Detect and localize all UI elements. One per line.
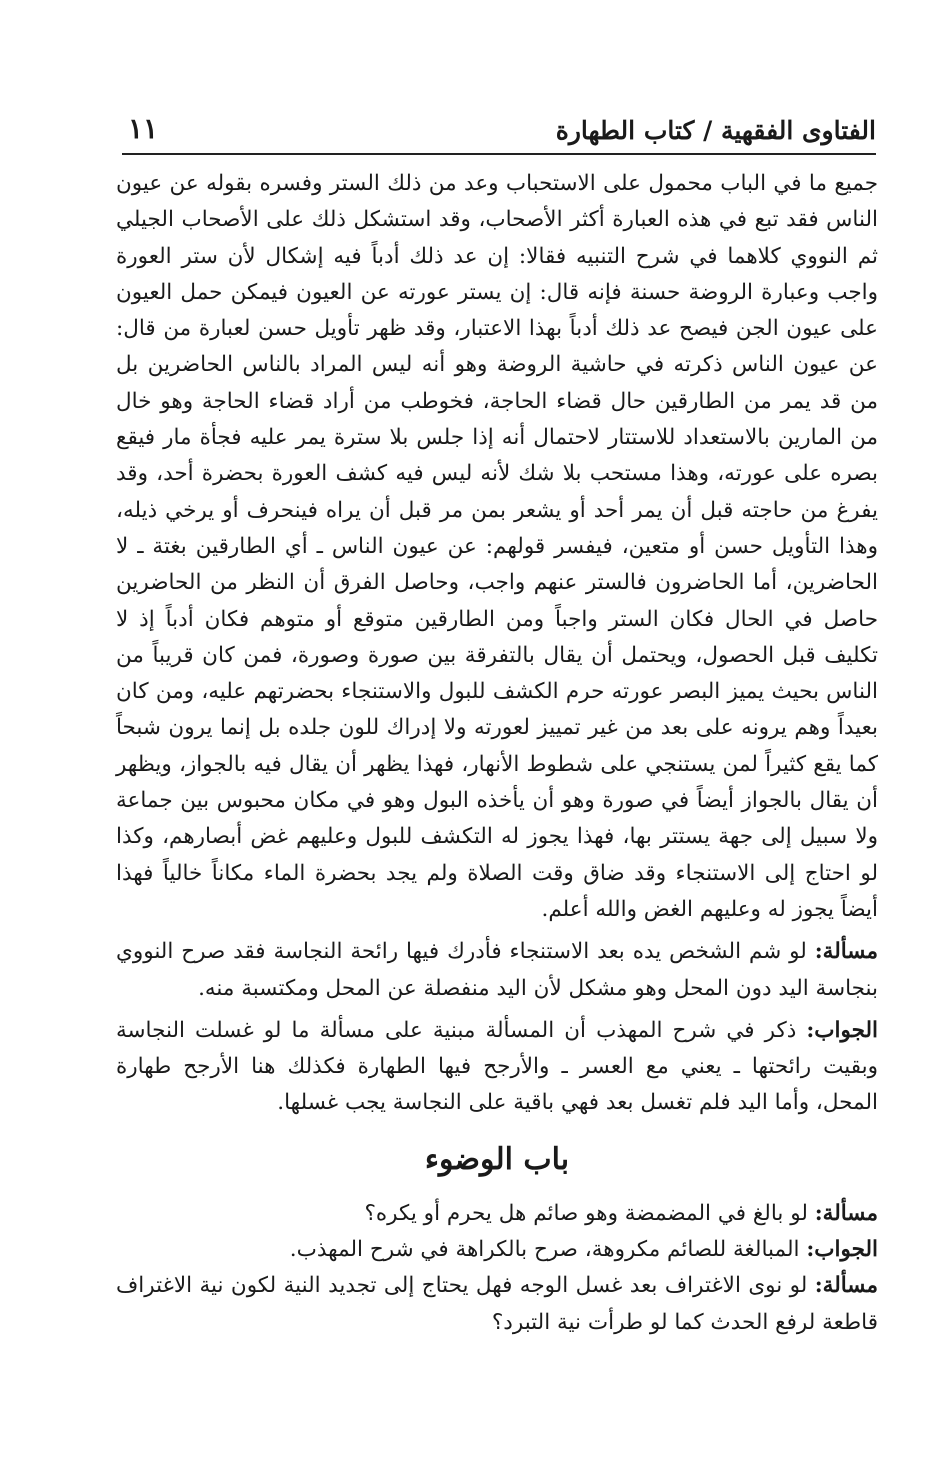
page-body [116,166,878,1341]
answer-1 [116,1013,878,1122]
question-1 [116,934,878,1007]
answer-text: ذكر في شرح المهذب أن المسألة مبنية على مسألة ما لو غسلت النجاسة وبقيت رائحتها ـ يعني مع العسر ـ والأرجح فيها الطهارة فكذلك هنا الأرجح طهارة المحل، وأما اليد فلم تغسل بعد فهي باقية على النجاسة يجب غسلها. [116,1017,878,1116]
section-title: باب الوضوء [424,1141,570,1177]
running-title: الفتاوى الفقهية / كتاب الطهارة [555,116,876,145]
question-2 [116,1196,878,1232]
question-text: لو بالغ في المضمضة وهو صائم هل يحرم أو يكره؟ [364,1200,808,1226]
question-3 [116,1268,878,1341]
question-label: مسألة: [814,1200,878,1226]
page-header [120,112,876,152]
answer-text: المبالغة للصائم مكروهة، صرح بالكراهة في شرح المهذب. [289,1237,800,1263]
question-label: مسألة: [814,1273,878,1299]
question-text: لو نوى الاغتراف بعد غسل الوجه فهل يحتاج إلى تجديد النية لكون نية الاغتراف قاطعة لرفع الحدث كما لو طرأت نية التبرد؟ [116,1273,878,1335]
question-text: لو شم الشخص يده بعد الاستنجاء فأدرك فيها رائحة النجاسة فقد صرح النووي بنجاسة اليد دون المحل وهو مشكل لأن اليد منفصلة عن المحل ومكتسبة منه. [116,939,878,1001]
continuation-paragraph: جميع ما في الباب محمول على الاستحباب وعد من ذلك الستر وفسره بقوله عن عيون الناس فقد تبع في هذه العبارة أكثر الأصحاب، وقد استشكل ذلك على الأصحاب الجيلي ثم النووي كلاهما في شرح التنبيه فقالا: إن عد ذلك أدباً فيه إشكال لأن ستر العورة واجب وعبارة الروضة حسنة فإنه قال: إن يستر عورته عن العيون فيمكن حمل العيون على عيون الجن فيصح عد ذلك أدباً بهذا الاعتبار، وقد ظهر تأويل حسن لعبارة من قال: عن عيون الناس ذكرته في حاشية الروضة وهو أنه ليس المراد بالناس الحاضرين بل من قد يمر من الطارقين حال قضاء الحاجة، فخوطب من أراد قضاء الحاجة وهو خال من المارين بالاستعداد للاستتار لاحتمال أنه إذا جلس بلا سترة يمر عليه فجأة مار فيقع بصره على عورته، وهذا مستحب بلا شك لأنه ليس فيه كشف العورة بحضرة أحد، وقد يفرغ من حاجته قبل أن يمر أحد أو يشعر بمن مر قبل أن يراه فينحرف أو يرخي ذيله، وهذا التأويل حسن أو متعين، فيفسر قولهم: عن عيون الناس ـ أي الطارقين بغتة ـ لا الحاضرين، أما الحاضرون فالستر عنهم واجب، وحاصل الفرق أن النظر من الحاضرين حاصل في الحال فكان الستر واجباً ومن الطارقين متوقع أو متوهم فكان أدباً إذ لا تكليف قبل الحصول، ويحتمل أن يقال بالتفرقة بين صورة وصورة، فمن كان قريباً من الناس بحيث يميز البصر عورته حرم الكشف للبول والاستنجاء بحضرتهم عليه، ومن كان بعيداً وهم يرونه على بعد من غير تمييز لعورته ولا إدراك للون جلده بل إنما يرون شبحاً كما يقع كثيراً لمن يستنجي على شطوط الأنهار، فهذا يظهر أن يقال فيه بالجواز، ويظهر أن يقال بالجواز أيضاً في صورة وهو أن يأخذه البول وهو في مكان محبوس بين جماعة ولا سبيل إلى جهة يستتر بها، فهذا يجوز له التكشف للبول وعليهم غض أبصارهم، وكذا لو احتاج إلى الاستنجاء وقد ضاق وقت الصلاة ولم يجد بحضرة الماء مكاناً خالياً فهذا أيضاً يجوز له وعليهم الغض والله أعلم. [116,171,878,922]
answer-label: الجواب: [806,1237,878,1263]
answer-2 [116,1232,878,1268]
header-rule [122,153,876,155]
answer-label: الجواب: [806,1017,878,1043]
page-number: ١١ [128,112,159,145]
question-label: مسألة: [814,939,878,965]
